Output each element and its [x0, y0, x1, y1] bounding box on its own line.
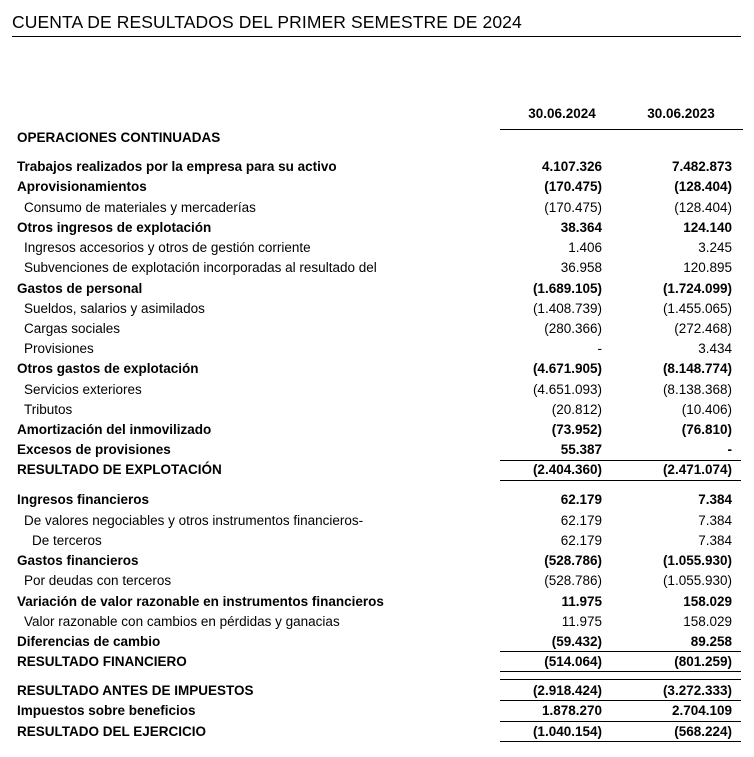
subtotal-rule — [619, 721, 741, 722]
value-2024: 62.179 — [560, 533, 602, 548]
value-2024: (4.671.905) — [532, 361, 602, 376]
row-label: RESULTADO DEL EJERCICIO — [17, 724, 207, 739]
total-rule — [500, 480, 624, 481]
row-label: RESULTADO DE EXPLOTACIÓN — [17, 462, 222, 477]
value-2023: 7.384 — [698, 513, 732, 528]
row-label: Ingresos financieros — [17, 492, 150, 507]
table-row — [17, 198, 733, 218]
subtotal-rule — [500, 460, 624, 461]
value-2024: 11.975 — [561, 594, 602, 609]
value-2023: 124.140 — [683, 220, 732, 235]
row-label: Diferencias de cambio — [17, 634, 161, 649]
row-label: Subvenciones de explotación incorporadas al resultado del — [24, 260, 377, 275]
value-2023: 7.384 — [698, 492, 732, 507]
row-label: Excesos de provisiones — [17, 442, 171, 457]
total-rule — [619, 741, 741, 742]
column-header-2023: 30.06.2023 — [619, 104, 743, 130]
row-label: OPERACIONES CONTINUADAS — [17, 130, 221, 145]
subtotal-rule — [500, 721, 624, 722]
table-row — [17, 722, 733, 742]
value-2023: 7.482.873 — [671, 159, 732, 174]
row-label: Aprovisionamientos — [17, 179, 147, 194]
row-label: Tributos — [24, 402, 73, 417]
table-row — [17, 359, 733, 379]
table-row — [17, 612, 733, 632]
row-label: Gastos de personal — [17, 281, 143, 296]
total-rule — [500, 671, 624, 672]
row-label: Provisiones — [24, 341, 94, 356]
table-row — [17, 701, 733, 721]
table-row — [17, 632, 733, 652]
value-2023: 158.029 — [683, 614, 732, 629]
total-rule — [500, 679, 624, 680]
table-row — [17, 218, 733, 238]
value-2024: 38.364 — [560, 220, 602, 235]
value-2023: (3.272.333) — [662, 683, 732, 698]
table-row — [17, 380, 733, 400]
value-2024: (528.786) — [544, 553, 602, 568]
row-label: Sueldos, salarios y asimilados — [24, 301, 205, 316]
table-row — [17, 681, 733, 701]
table-row — [17, 400, 733, 420]
value-2023: 158.029 — [683, 594, 732, 609]
value-2024: (1.408.739) — [532, 301, 602, 316]
subtotal-rule — [619, 700, 741, 701]
row-label: Otros ingresos de explotación — [17, 220, 212, 235]
value-2024: (1.689.105) — [532, 281, 602, 296]
value-2023: (8.148.774) — [662, 361, 732, 376]
row-label: Servicios exteriores — [24, 382, 142, 397]
row-label: Impuestos sobre beneficios — [17, 703, 196, 718]
row-label: Valor razonable con cambios en pérdidas y ganacias — [24, 614, 340, 629]
value-2024: (20.812) — [551, 402, 602, 417]
row-label: Variación de valor razonable en instrumentos financieros — [17, 594, 384, 609]
value-2024: (1.040.154) — [532, 724, 602, 739]
table-row — [17, 571, 733, 591]
table-row — [17, 258, 733, 278]
value-2024: 62.179 — [560, 513, 602, 528]
value-2023: 120.895 — [683, 260, 732, 275]
value-2024: (280.366) — [544, 321, 602, 336]
total-rule — [500, 741, 624, 742]
value-2023: (8.138.368) — [662, 382, 732, 397]
column-header-2024: 30.06.2024 — [500, 104, 624, 130]
value-2024: (514.064) — [544, 654, 602, 669]
value-2023: (10.406) — [681, 402, 732, 417]
document-title: CUENTA DE RESULTADOS DEL PRIMER SEMESTRE DE 2024 — [12, 11, 741, 37]
row-label: Trabajos realizados por la empresa para su activo — [17, 159, 337, 174]
value-2024: (2.404.360) — [532, 462, 602, 477]
row-label: De valores negociables y otros instrumentos financieros- — [24, 513, 364, 528]
table-row — [17, 460, 733, 480]
row-label: Consumo de materiales y mercaderías — [24, 200, 256, 215]
table-row — [17, 128, 733, 148]
value-2023: (568.224) — [674, 724, 732, 739]
value-2023: (2.471.074) — [662, 462, 732, 477]
table-row — [17, 157, 733, 177]
value-2024: (73.952) — [551, 422, 602, 437]
subtotal-rule — [500, 700, 624, 701]
total-rule — [619, 671, 741, 672]
value-2023: 3.434 — [698, 341, 732, 356]
value-2023: 2.704.109 — [671, 703, 732, 718]
table-row — [17, 319, 733, 339]
row-label: Cargas sociales — [24, 321, 121, 336]
value-2023: (1.055.930) — [662, 553, 732, 568]
row-label: Ingresos accesorios y otros de gestión corriente — [24, 240, 311, 255]
table-row — [17, 652, 733, 672]
total-rule — [619, 679, 741, 680]
row-label: Gastos financieros — [17, 553, 139, 568]
subtotal-rule — [619, 651, 741, 652]
value-2024: - — [597, 341, 602, 356]
table-row — [17, 440, 733, 460]
table-row — [17, 177, 733, 197]
value-2023: (1.455.065) — [662, 301, 732, 316]
row-label: Amortización del inmovilizado — [17, 422, 212, 437]
table-row — [17, 420, 733, 440]
row-label: Por deudas con terceros — [24, 573, 172, 588]
value-2023: (272.468) — [674, 321, 732, 336]
value-2023: (76.810) — [681, 422, 732, 437]
value-2023: - — [727, 442, 732, 457]
value-2024: 1.878.270 — [541, 703, 602, 718]
table-row — [17, 490, 733, 510]
row-label: Otros gastos de explotación — [17, 361, 199, 376]
value-2024: 62.179 — [560, 492, 602, 507]
value-2024: (4.651.093) — [532, 382, 602, 397]
table-row — [17, 339, 733, 359]
value-2024: 4.107.326 — [541, 159, 602, 174]
value-2024: 36.958 — [560, 260, 602, 275]
table-row — [17, 531, 733, 551]
value-2024: (170.475) — [544, 200, 602, 215]
table-row — [17, 511, 733, 531]
subtotal-rule — [619, 460, 741, 461]
value-2024: (528.786) — [544, 573, 602, 588]
value-2023: 7.384 — [698, 533, 732, 548]
value-2023: (128.404) — [674, 200, 732, 215]
value-2024: 11.975 — [561, 614, 602, 629]
value-2024: 55.387 — [560, 442, 602, 457]
table-row — [17, 299, 733, 319]
value-2024: (2.918.424) — [532, 683, 602, 698]
table-row — [17, 592, 733, 612]
row-label: RESULTADO ANTES DE IMPUESTOS — [17, 683, 254, 698]
row-label: RESULTADO FINANCIERO — [17, 654, 187, 669]
table-row — [17, 551, 733, 571]
value-2024: (170.475) — [544, 179, 602, 194]
table-row — [17, 279, 733, 299]
table-row — [17, 238, 733, 258]
value-2023: (801.259) — [674, 654, 732, 669]
subtotal-rule — [500, 651, 624, 652]
value-2023: (1.055.930) — [662, 573, 732, 588]
row-label: De terceros — [32, 533, 102, 548]
value-2024: 1.406 — [568, 240, 602, 255]
value-2023: 3.245 — [698, 240, 732, 255]
value-2023: (1.724.099) — [662, 281, 732, 296]
total-rule — [619, 480, 741, 481]
value-2023: (128.404) — [674, 179, 732, 194]
value-2024: (59.432) — [551, 634, 602, 649]
value-2023: 89.258 — [690, 634, 732, 649]
